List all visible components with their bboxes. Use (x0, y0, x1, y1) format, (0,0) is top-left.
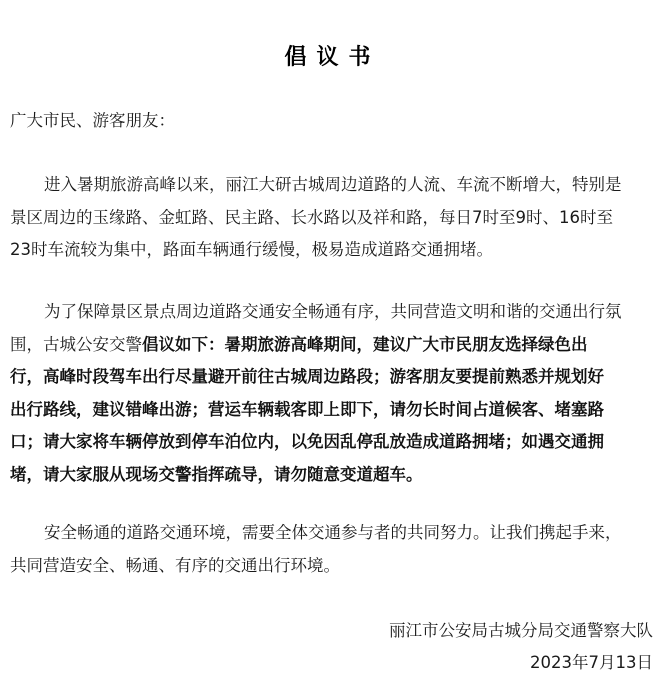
signature-date: 2023年7月13日 (530, 653, 653, 672)
paragraph-2-line: 为了保障景区景点周边道路交通安全畅通有序，共同营造文明和谐的交通出行氛 (44, 302, 622, 321)
paragraph-1 (10, 169, 660, 267)
paragraph-2-normal-text: 围，古城公安交警 (10, 334, 142, 354)
document-title: 倡议书 (284, 45, 381, 70)
signature-issuer: 丽江市公安局古城分局交通警察大队 (389, 621, 653, 640)
paragraph-1-line: 景区周边的玉缘路、金虹路、民主路、长水路以及祥和路，每日7时至9时、16时至 (10, 207, 613, 227)
proposal-bold-line: 出行路线，建议错峰出游；营运车辆载客即上即下，请勿长时间占道候客、堵塞路 (10, 399, 604, 419)
paragraph-2 (10, 296, 660, 491)
paragraph-1-line: 23时车流较为集中，路面车辆通行缓慢，极易造成道路交通拥堵。 (10, 240, 493, 259)
paragraph-3-line: 共同营造安全、畅通、有序的交通出行环境。 (10, 555, 340, 575)
proposal-bold-line: 行，高峰时段驾车出行尽量避开前往古城周边路段；游客朋友要提前熟悉并规划好 (10, 367, 604, 386)
salutation: 广大市民、游客朋友： (10, 111, 175, 130)
proposal-bold-line: 堵，请大家服从现场交警指挥疏导，请勿随意变道超车。 (10, 464, 423, 484)
proposal-bold-line: 口；请大家将车辆停放到停车泊位内，以免因乱停乱放造成道路拥堵；如遇交通拥 (10, 432, 604, 451)
paragraph-3 (10, 517, 660, 582)
paragraph-2-line (10, 329, 660, 362)
paragraph-3-line: 安全畅通的道路交通环境，需要全体交通参与者的共同努力。让我们携起手来， (44, 523, 622, 542)
proposal-bold-text: 倡议如下：暑期旅游高峰期间，建议广大市民朋友选择绿色出 (142, 334, 588, 354)
paragraph-1-line: 进入暑期旅游高峰以来，丽江大研古城周边道路的人流、车流不断增大，特别是 (44, 175, 622, 194)
